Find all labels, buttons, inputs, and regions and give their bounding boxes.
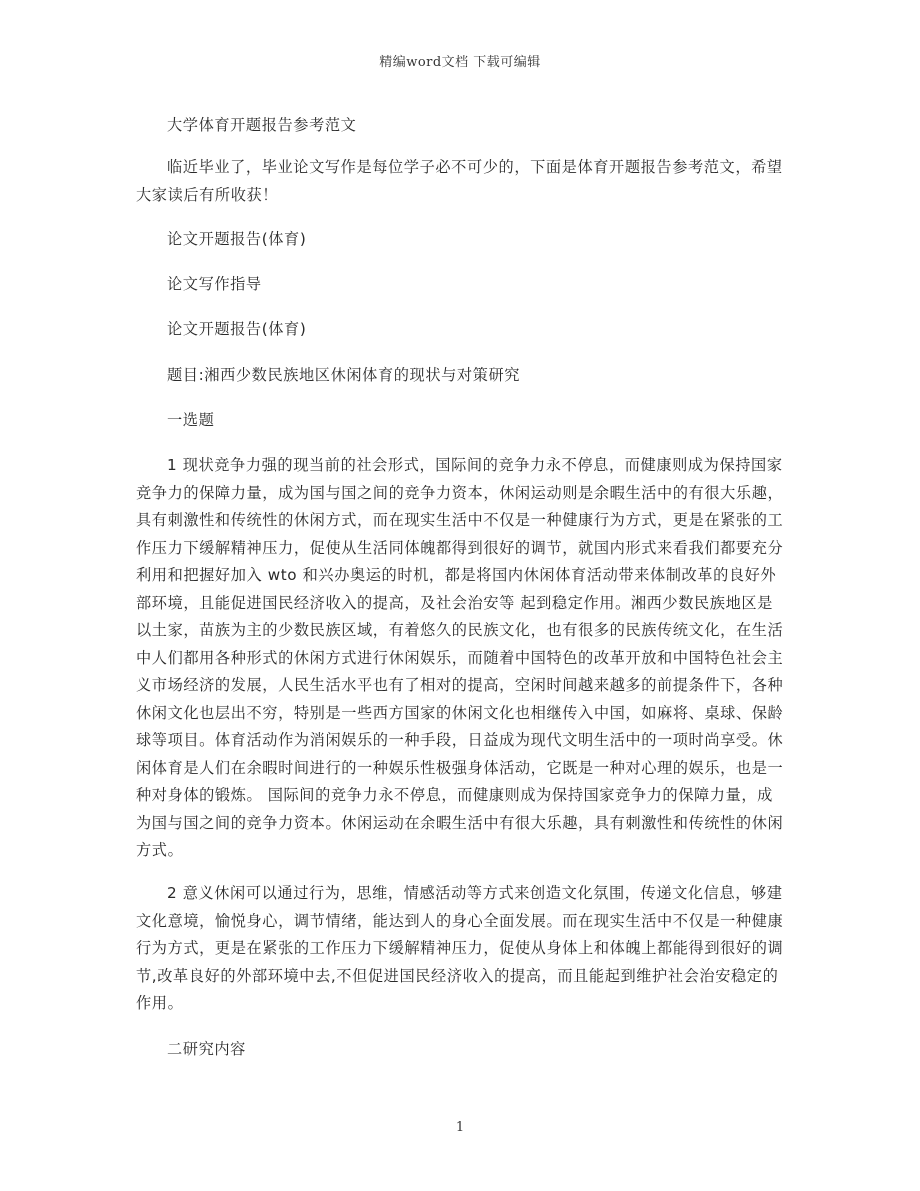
section-heading-1: 一选题 bbox=[167, 411, 215, 429]
report-label-2: 论文开题报告(体育) bbox=[167, 320, 307, 338]
page-number: 1 bbox=[455, 1120, 465, 1135]
writing-guide-label: 论文写作指导 bbox=[167, 275, 262, 293]
section1-paragraph-2: 2 意义休闲可以通过行为，思维，情感活动等方式来创造文化氛围，传递文化信息，够建文化意境，愉悦身心，调节情绪，能达到人的身心全面发展。而在现实生活中不仅是一种健康行为方式，更是在紧张的工作压力下缓解精神压力，促使从身体上和体魄上都能得到很好的调节,改革良好的外部环境中去,不但促进国民经济收入的提高，而且能起到维护社会治安稳定的作用。 bbox=[136, 884, 784, 1012]
report-label-1: 论文开题报告(体育) bbox=[167, 230, 307, 248]
topic-line: 题目:湘西少数民族地区休闲体育的现状与对策研究 bbox=[167, 366, 521, 384]
section-heading-2: 二研究内容 bbox=[167, 1040, 246, 1058]
document-title: 大学体育开题报告参考范文 bbox=[167, 116, 357, 134]
section1-paragraph-1: 1 现状竞争力强的现当前的社会形式，国际间的竞争力永不停息，而健康则成为保持国家竞争力的保障力量，成为国与国之间的竞争力资本，休闲运动则是余暇生活中的有很大乐趣，具有刺激性和传统性的休闲方式，而在现实生活中不仅是一种健康行为方式，更是在紧张的工作压力下缓解精神压力，促使从生活同体魄都得到很好的调节，就国内形式来看我们都要充分利用和把握好加入 wto 和兴办奥运的时机，都是将国内休闲体育活动带来体制改革的良好外部环境，且能促进国民经济收入的提高，及社会治安等 起到稳定作用。湘西少数民族地区是以土家，苗族为主的少数民族区域，有着悠久的民族文化，也有很多的民族传统文化，在生活中人们都用各种形式的休闲方式进行休闲娱乐，而随着中国特色的改革开放和中国特色社会主义市场经济的发展，人民生活水平也有了相对的提高，空闲时间越来越多的前提条件下，各种休闲文化也层出不穷，特别是一些西方国家的休闲文化也相继传入中国，如麻将、桌球、保龄球等项目。体育活动作为消闲娱乐的一种手段，日益成为现代文明生活中的一项时尚享受。休闲体育是人们在余暇时间进行的一种娱乐性极强身体活动，它既是一种对心理的娱乐，也是一种对身体的锻炼。 国际间的竞争力永不停息，而健康则成为保持国家竞争力的保障力量，成为国与国之间的竞争力资本。休闲运动在余暇生活中有很大乐趣，具有刺激性和传统性的休闲方式。 bbox=[136, 456, 784, 859]
intro-paragraph: 临近毕业了，毕业论文写作是每位学子必不可少的，下面是体育开题报告参考范文，希望大家读后有所收获！ bbox=[136, 158, 783, 204]
page-header: 精编word文档 下载可编辑 bbox=[379, 55, 541, 70]
